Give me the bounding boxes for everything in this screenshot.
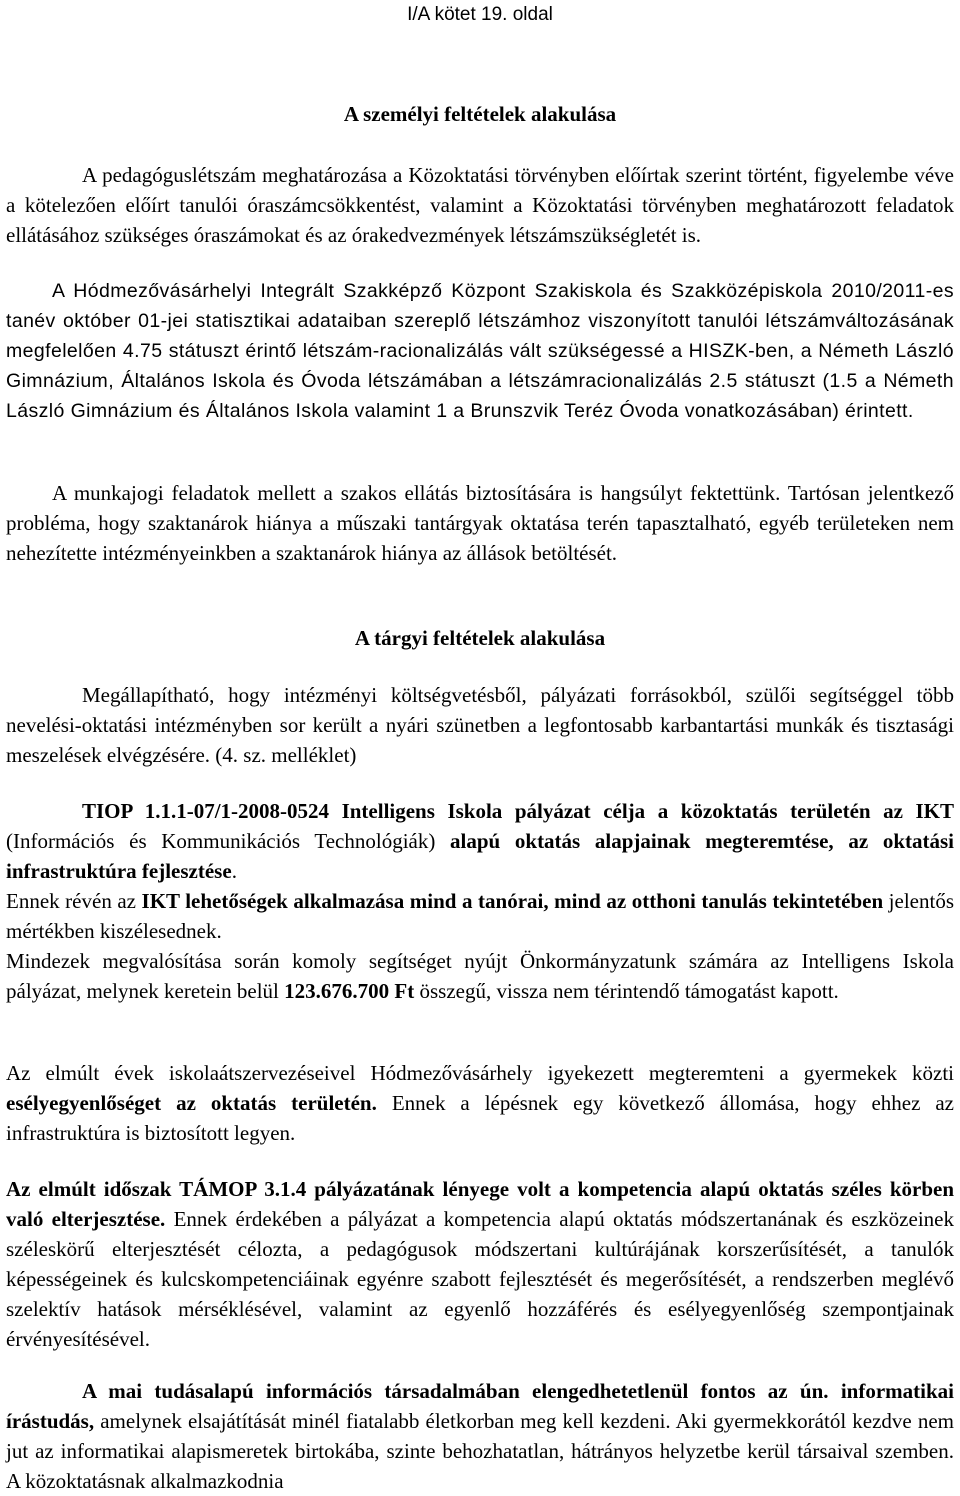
paragraph-tamop <box>6 1174 954 1354</box>
paragraph-text: A munkajogi feladatok mellett a szakos ellátás biztosítására is hangsúlyt fektettünk. Tartósan jelentkező probléma, hogy szaktanárok hiánya a műszaki tantárgyak oktatása terén tapasztalható, egyéb területeken nem nehezítette intézményeinkben a szaktanárok hiánya az állások betöltését. <box>6 481 954 565</box>
section-title-personal: A személyi feltételek alakulása <box>343 102 617 126</box>
page-header: I/A kötet 19. oldal <box>407 4 553 25</box>
tamop-bold: Az elmúlt időszak TÁMOP 3.1.4 pályázatának lényege volt a kompetencia alapú oktatás széles körben való elterjesztése. <box>6 1177 954 1231</box>
past-text: Az elmúlt évek iskolaátszervezéseivel Hódmezővásárhely igyekezett megteremteni a gyermekek közti <box>6 1061 954 1085</box>
support-amount: 123.676.700 Ft <box>284 979 415 1003</box>
paragraph-text: A Hódmezővásárhelyi Integrált Szakképző Központ Szakiskola és Szakközépiskola 2010/2011-es tanév október 01-jei statisztikai adataiban szereplő létszámhoz viszonyított tanulói létszámváltozásának megfelelően 4.75 státuszt érintő létszám-racionalizálás vált szükségessé a HISZK-ben, a Németh László Gimnázium, Általános Iskola és Óvoda létszámában a létszámracionalizálás 2.5 státuszt (1.5 a Németh László Gimnázium és Általános Iskola valamint 1 a Brunszvik Teréz Óvoda vonatkozásában) érintett. <box>6 280 954 422</box>
paragraph-text <box>6 1376 954 1496</box>
past-text-end: Ennek a lépésnek egy következő állomása, hogy ehhez az infrastruktúra is biztosított legyen. <box>6 1091 954 1145</box>
paragraph-text <box>6 1174 954 1354</box>
paragraph-text: Megállapítható, hogy intézményi költségvetésből, pályázati forrásokból, szülői segítséggel több nevelési-oktatási intézményben sor került a nyári szünetben a legfontosabb karbantartási munkák és tisztasági meszelések elvégzésére. (4. sz. melléklet) <box>6 683 954 767</box>
tiop-text: (Információs és Kommunikációs Technológiák) <box>6 829 451 853</box>
paragraph-tiop <box>6 796 954 886</box>
tiop-bold-goal: alapú oktatás alapjainak megteremtése, az oktatási infrastruktúra fejlesztése <box>6 829 955 883</box>
tiop-bold-lead: TIOP 1.1.1-07/1-2008-0524 Intelligens Iskola pályázat célja a közoktatás területén az IKT <box>82 799 954 823</box>
paragraph-labor-tasks <box>6 478 954 568</box>
past-bold: esélyegyenlőséget az oktatás területén. <box>6 1091 377 1115</box>
paragraph-hiszk-staff <box>6 276 954 426</box>
section-title-material: A tárgyi feltételek alakulása <box>354 626 606 650</box>
paragraph-digital-literacy <box>6 1376 954 1496</box>
paragraph-reorganization <box>6 1058 954 1148</box>
paragraph-ikt <box>6 886 954 946</box>
info-text: amelynek elsajátítását minél fiatalabb életkorban meg kell kezdeni. Aki gyermekkorától kezdve nem jut az informatikai alapismeretek birtokába, szinte behozhatatlan, hátrányos helyzetbe kerül társaival szemben. A közoktatásnak alkalmazkodnia <box>6 1409 954 1493</box>
tiop-block <box>6 796 954 1006</box>
paragraph-maintenance <box>6 680 954 770</box>
ikt-text-end: jelentős mértékben kiszélesednek. <box>6 889 954 943</box>
support-text-end: összegű, vissza nem térintendő támogatást kapott. <box>414 979 839 1003</box>
info-bold: A mai tudásalapú információs társadalmában elengedhetetlenül fontos az ún. informatikai írástudás, <box>6 1379 954 1433</box>
tiop-text-end: . <box>231 859 237 883</box>
paragraph-text: A pedagóguslétszám meghatározása a Közoktatási törvényben előírtak szerint történt, figyelembe véve a kötelezően előírt tanulói óraszámcsökkentést, valamint a Közoktatási törvényben meghatározott feladatok ellátásához szükséges óraszámokat és az órakedvezmények létszámszükségletét is. <box>6 163 954 247</box>
ikt-bold: IKT lehetőségek alkalmazása mind a tanórai, mind az otthoni tanulás tekintetében <box>141 889 884 913</box>
ikt-text: Ennek révén az <box>6 889 142 913</box>
tamop-text: Ennek érdekében a pályázat a kompetencia alapú oktatás módszertanának és eszközeinek széleskörű elterjesztését célozta, a pedagógusok módszertani kultúrájának korszerűsítését, a tanulók képességeinek és kulcskompetenciáinak egyénre szabott fejlesztését és megerősítését, a rendszerben meglévő szelektív hatások mérséklésével, valamint az egyenlő hozzáférés és esélyegyenlőség szempontjainak érvényesítésével. <box>6 1207 954 1351</box>
paragraph-pedagogue-count <box>6 160 954 250</box>
support-text: Mindezek megvalósítása során komoly segítséget nyújt Önkormányzatunk számára az Intelligens Iskola pályázat, melynek keretein belül <box>6 949 954 1003</box>
paragraph-text <box>6 1058 954 1148</box>
paragraph-support <box>6 946 954 1006</box>
